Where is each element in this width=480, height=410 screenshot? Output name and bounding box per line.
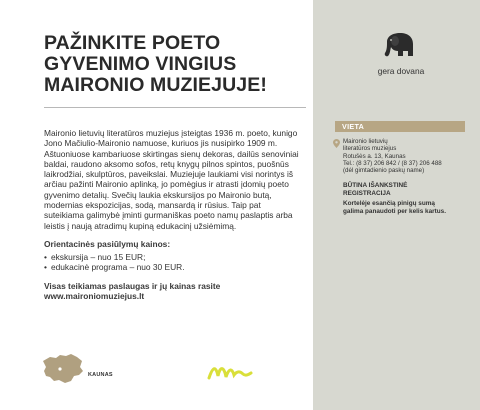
map-caption: KAUNAS xyxy=(88,372,113,378)
phone-line: Tel.: (8 37) 206 842 / (8 37) 206 488 xyxy=(343,159,442,167)
prices-list xyxy=(44,252,302,273)
visit-line: Visas teikiamas paslaugas ir jų kainas rasite xyxy=(44,280,221,291)
card-note: Kortelėje esančią pinigų sumą galima panaudoti per kelis kartus. xyxy=(343,200,446,215)
description-paragraph: Maironio lietuvių literatūros muziejus įsteigtas 1936 m. poeto, kunigo Jono Mačiulio-Maironio namuose, kuriuos jis nusipirko 1909 m. Aštuoniuose kambariuose skirtingas sienų dekoras, dailūs senoviniai baldai, raudono aksomo sofos, retų knygų pilnos spintos, puošnūs laikrodžiai, skulptūros, paveikslai. Muziejuje laukiami visi norintys iš arčiau pažinti Maironio aplinką, jo pomėgius ir atrasti įdomių poeto gyvenimo detalių. Svečių laukia ekskursijos po Maironio butą, modernias ekspozicijas, sodą, mansardą ir rūsius. Taip pat suteikiama galimybė įminti gurmaniškas poeto namų paslaptis arba leistis į naują atradimų kupiną edukacinį užsiėmimą. xyxy=(44,128,299,231)
phone-note: (dėl gimtadienio paskų name) xyxy=(343,167,425,175)
prices-heading: Orientacinės pasiūlymų kainos: xyxy=(44,238,171,249)
location-label: VIETA xyxy=(342,122,365,131)
lithuania-map-shape xyxy=(43,354,83,383)
kaunas-marker xyxy=(58,367,61,370)
registration-line: REGISTRACIJA xyxy=(343,189,391,197)
page-title xyxy=(44,33,294,96)
title-line-2: GYVENIMO VINGIUS xyxy=(44,53,237,75)
title-divider xyxy=(44,107,306,108)
title-line-3: MAIRONIO MUZIEJUJE! xyxy=(44,74,267,96)
price-item: • ekskursija – nuo 15 EUR; xyxy=(44,252,302,262)
address-line: Maironio lietuvių xyxy=(343,138,388,145)
body-text xyxy=(44,128,302,301)
address-line: literatūros muziejus xyxy=(343,145,397,153)
lithuania-map-icon xyxy=(40,352,84,384)
title-line-1: PAŽINKITE POETO xyxy=(44,32,221,54)
location-header xyxy=(335,121,465,132)
website-link[interactable]: www.maironiomuziejus.lt xyxy=(44,290,145,301)
visit-text xyxy=(44,281,302,302)
address-line: Rotušės a. 13, Kaunas xyxy=(343,152,406,160)
elephant-icon xyxy=(381,32,417,60)
brand-name: gera dovana xyxy=(377,66,425,76)
signature-squiggle-icon xyxy=(207,362,253,382)
registration-line: BŪTINA IŠANKSTINĖ xyxy=(343,182,408,189)
price-item: • edukacinė programa – nuo 30 EUR. xyxy=(44,262,302,272)
location-pin-icon xyxy=(333,139,340,148)
address-block xyxy=(343,138,467,174)
registration-notice xyxy=(343,182,461,197)
